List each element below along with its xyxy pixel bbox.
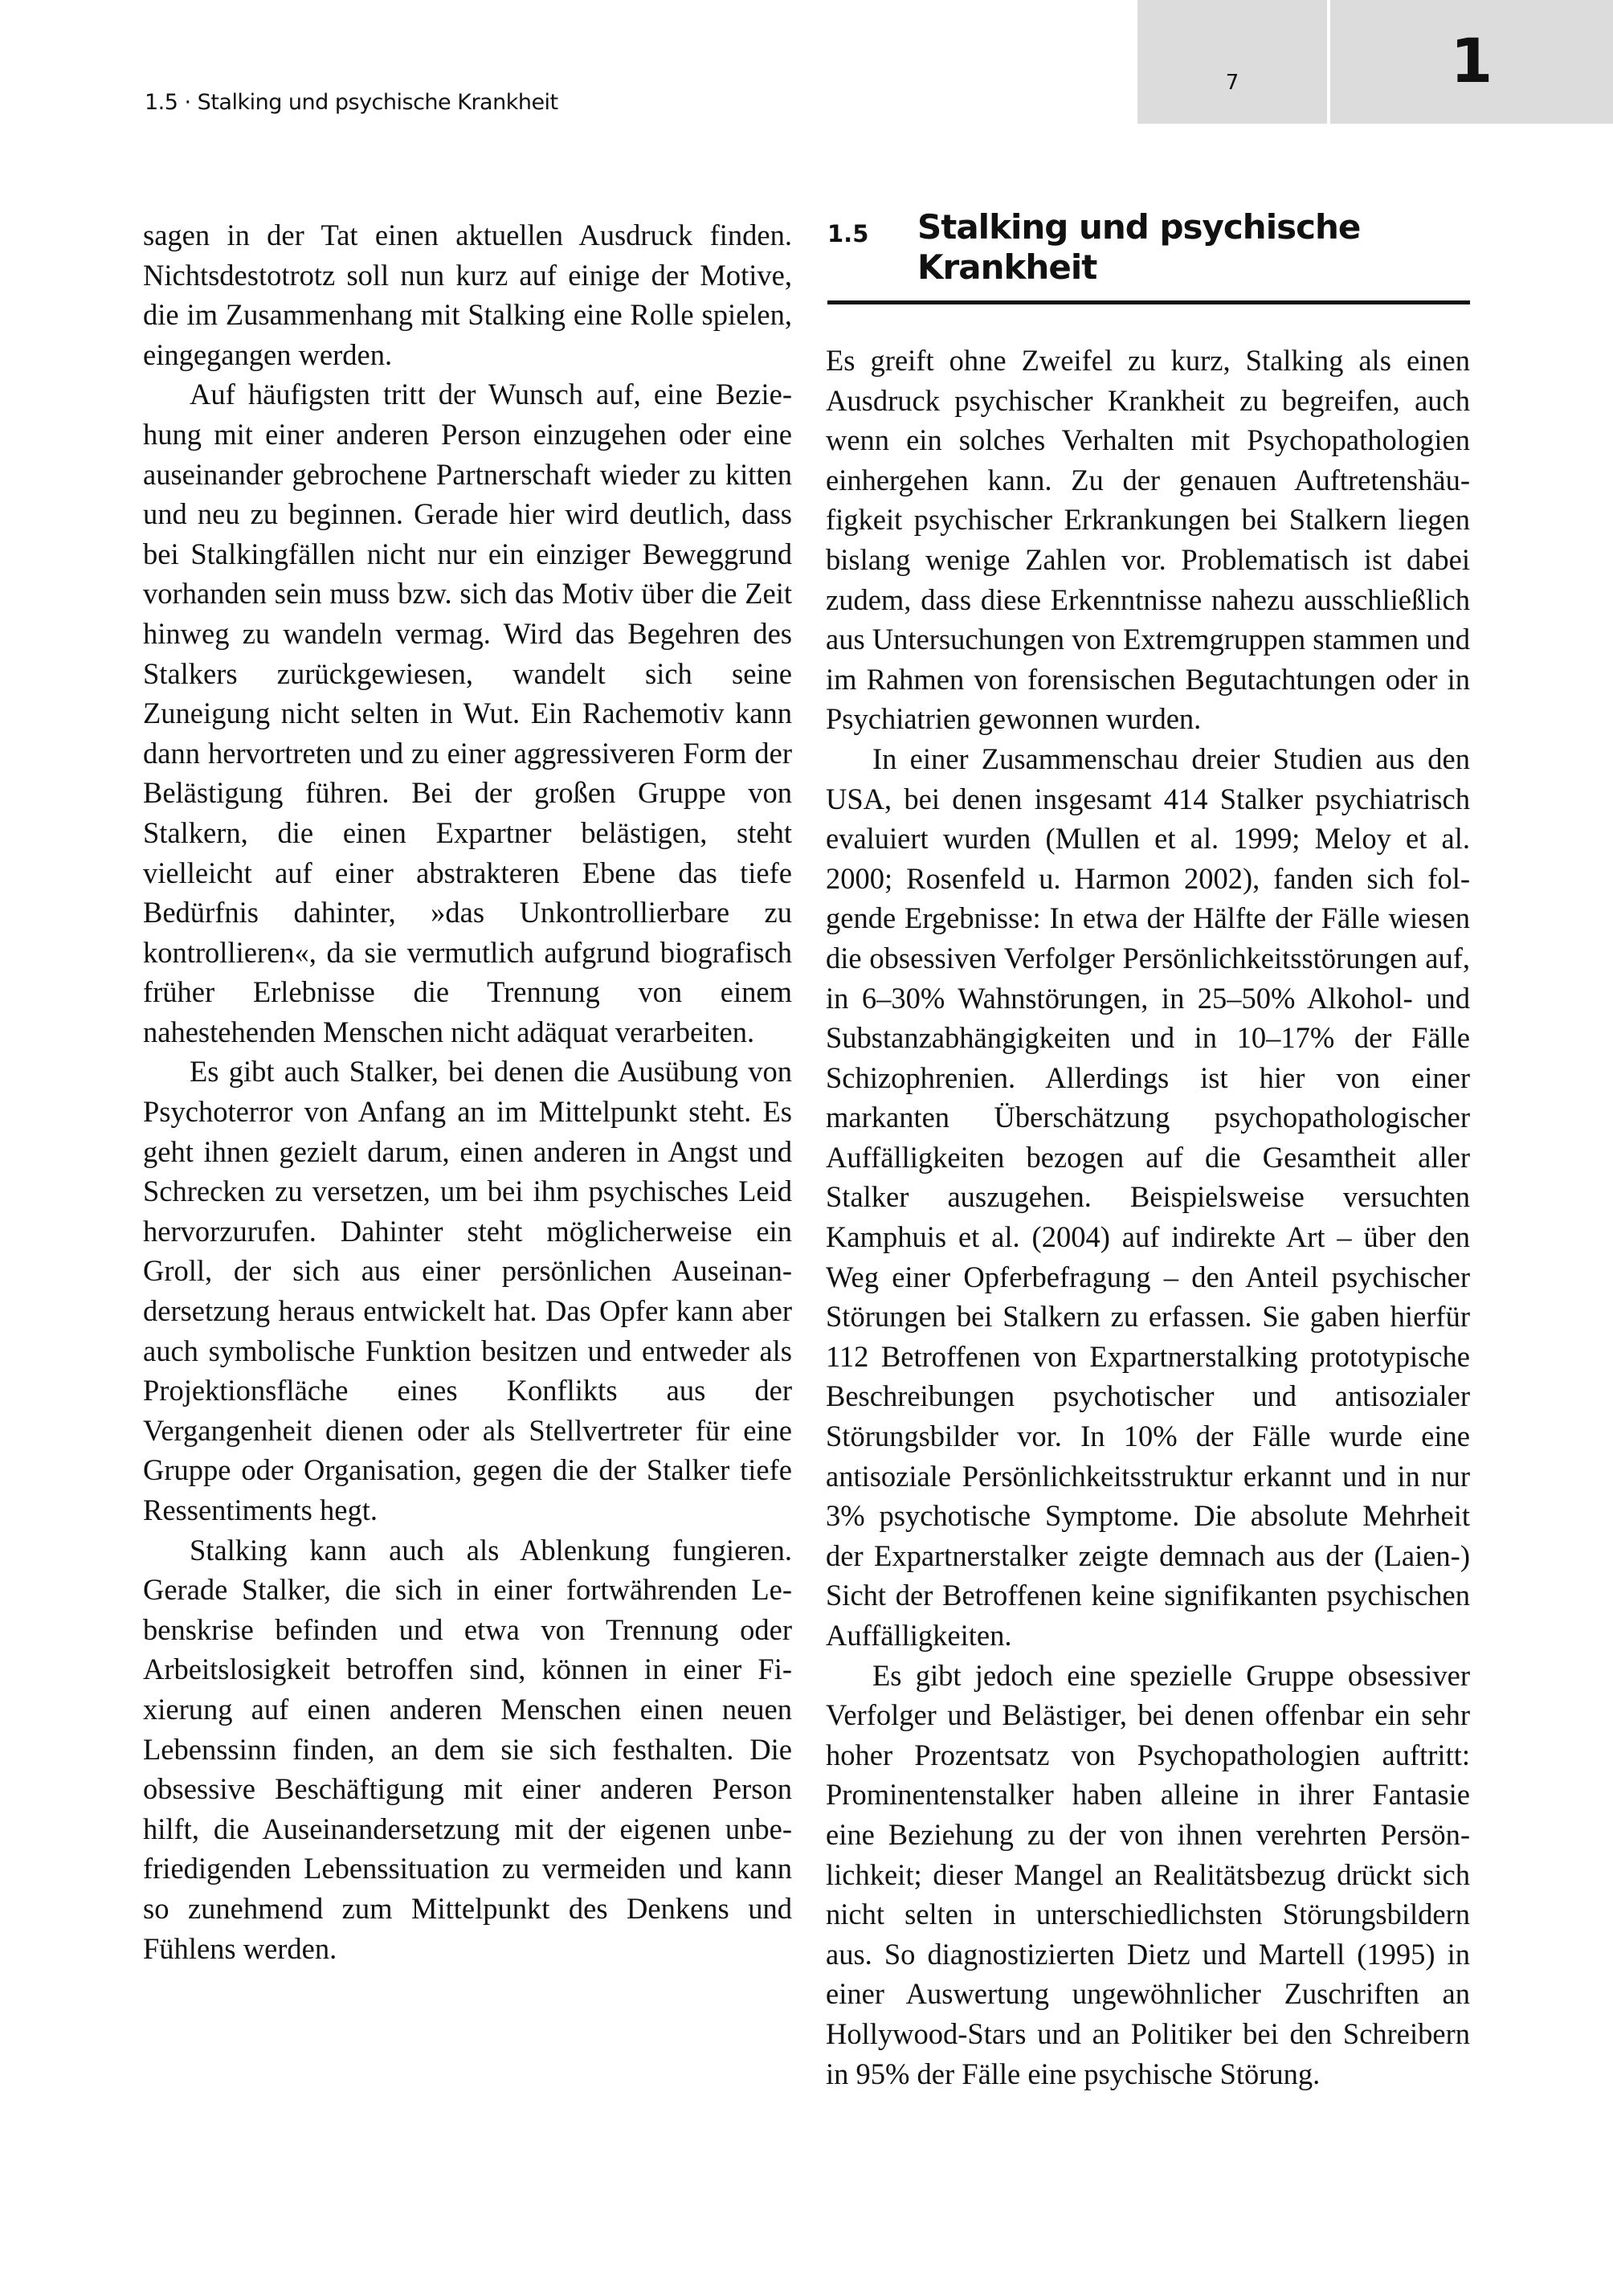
paragraph: In einer Zusammenschau dreier Studien aus den USA, bei denen insgesamt 414 Stalker psychiatrisch evaluiert wurden (Mullen et al. 1999; Meloy et al. 2000; Rosenfeld u. Harmon 2002), fanden sich folgende Ergebnisse: In etwa der Hälfte der Fälle wiesen die obsessiven Verfolger Persönlichkeitsstörungen auf, in 6–30% Wahnstörungen, in 25–50% Alkohol- und Substanzabhängigkeiten und in 10–17% der Fälle Schizophrenien. Allerdings ist hier von einer markanten Überschätzung psychopathologischer Auffälligkeiten bezogen auf die Gesamtheit aller Stalker auszugehen. Beispielsweise versuchten Kamphuis et al. (2004) auf indirekte Art – über den Weg einer Opferbefragung – den Anteil psychischer Störungen bei Stalkern zu erfassen. Sie gaben hierfür 112 Betroffenen von Expartnerstalking prototypische Beschreibungen psychotischer und antisozialer Störungsbilder vor. In 10% der Fälle wurde eine antisoziale Persönlichkeitsstruktur erkannt und in nur 3% psychotische Symptome. Die absolute Mehrheit der Expartnerstalker zeigte demnach aus der (Laien-) Sicht der Betroffenen keine signifikanten psychischen Auffälligkeiten.: [826, 742, 1470, 1652]
paragraph: Es gibt auch Stalker, bei denen die Ausübung von Psychoterror von Anfang an im Mittelpunkt steht. Es geht ihnen gezielt darum, einen anderen in Angst und Schrecken zu versetzen, um bei ihm psychisches Leid hervorzurufen. Dahinter steht möglicherweise ein Groll, der sich aus einer persönlichen Auseinandersetzung heraus entwickelt hat. Das Opfer kann aber auch symbolische Funktion besitzen und entweder als Projektionsfläche eines Konflikts aus der Vergangenheit dienen oder als Stellvertreter für eine Gruppe oder Organisation, gegen die der Stalker tiefe Ressentiments hegt.: [143, 1055, 792, 1526]
paragraph: Auf häufigsten tritt der Wunsch auf, eine Beziehung mit einer anderen Person einzugehen oder eine auseinander gebrochene Partnerschaft wieder zu kitten und neu zu beginnen. Gerade hier wird deutlich, dass bei Stalkingfällen nicht nur ein einziger Beweggrund vorhanden sein muss bzw. sich das Motiv über die Zeit hinweg zu wandeln vermag. Wird das Begehren des Stalkers zurückgewiesen, wandelt sich seine Zuneigung nicht selten in Wut. Ein Rachemotiv kann dann hervortreten und zu einer aggressiveren Form der Belästigung führen. Bei der großen Gruppe von Stalkern, die einen Expartner belästigen, steht vielleicht auf einer abstrakteren Ebene das tiefe Bedürfnis dahinter, »das Unkontrollierbare zu kontrollieren«, da sie vermutlich aufgrund biografisch früher Erlebnisse die Trennung von einem nahestehenden Menschen nicht adäquat verarbeiten.: [143, 378, 792, 1048]
paragraph: Es greift ohne Zweifel zu kurz, Stalking als einen Ausdruck psychischer Krankheit zu begreifen, auch wenn ein solches Verhalten mit Psychopathologien einhergehen kann. Zu der genauen Auftretenshäufigkeit psychischer Erkrankungen bei Stalkern liegen bislang wenige Zahlen vor. Problematisch ist dabei zudem, dass diese Erkenntnisse nahezu ausschließlich aus Untersuchungen von Extremgruppen stammen und im Rahmen von forensischen Begutachtungen oder in Psychiatrien gewonnen wurden.: [826, 344, 1470, 736]
paragraph: Es gibt jedoch eine spezielle Gruppe obsessiver Verfolger und Belästiger, bei denen offenbar ein sehr hoher Prozentsatz von Psychopathologien auftritt: Prominentenstalker haben alleine in ihrer Fantasie eine Beziehung zu der von ihnen verehrten Persönlichkeit; dieser Mangel an Realitätsbezug drückt sich nicht selten in unterschiedlichsten Störungsbildern aus. So diagnostizierten Dietz und Martell (1995) in einer Auswertung ungewöhnlicher Zuschriften an Hollywood-Stars und an Politiker bei den Schreibern in 95% der Fälle eine psychische Störung.: [826, 1658, 1470, 2090]
right-column: [826, 341, 1470, 2094]
chapter-number: 1: [1450, 25, 1493, 96]
left-column: [143, 215, 792, 1968]
chapter-tab: [1330, 0, 1613, 124]
section-title-line: Stalking und psychische: [917, 207, 1361, 247]
paragraph: sagen in der Tat einen aktuellen Ausdruck finden. Nichtsdestotrotz soll nun kurz auf einige der Motive, die im Zusammenhang mit Stalking eine Rolle spielen, eingegangen werden.: [143, 219, 792, 371]
section-title: [917, 207, 1360, 288]
paragraph: Stalking kann auch als Ablenkung fungieren. Gerade Stalker, die sich in einer fortwährenden Lebenskrise befinden und etwa von Trennung oder Arbeitslosigkeit betroffen sind, können in einer Fixierung auf einen anderen Menschen einen neuen Lebenssinn finden, an dem sie sich festhalten. Die obsessive Beschäftigung mit einer anderen Person hilft, die Auseinandersetzung mit der eigenen unbefriedigenden Lebenssituation zu vermeiden und kann so zunehmend zum Mittelpunkt des Denkens und Fühlens werden.: [143, 1533, 792, 1965]
running-head: 1.5 · Stalking und psychische Krankheit: [145, 90, 558, 115]
section-number: 1.5: [827, 220, 869, 247]
section-rule: [827, 300, 1470, 304]
page-number-tab: [1137, 0, 1327, 124]
page-number: 7: [1225, 71, 1239, 95]
section-title-line: Krankheit: [917, 247, 1097, 287]
